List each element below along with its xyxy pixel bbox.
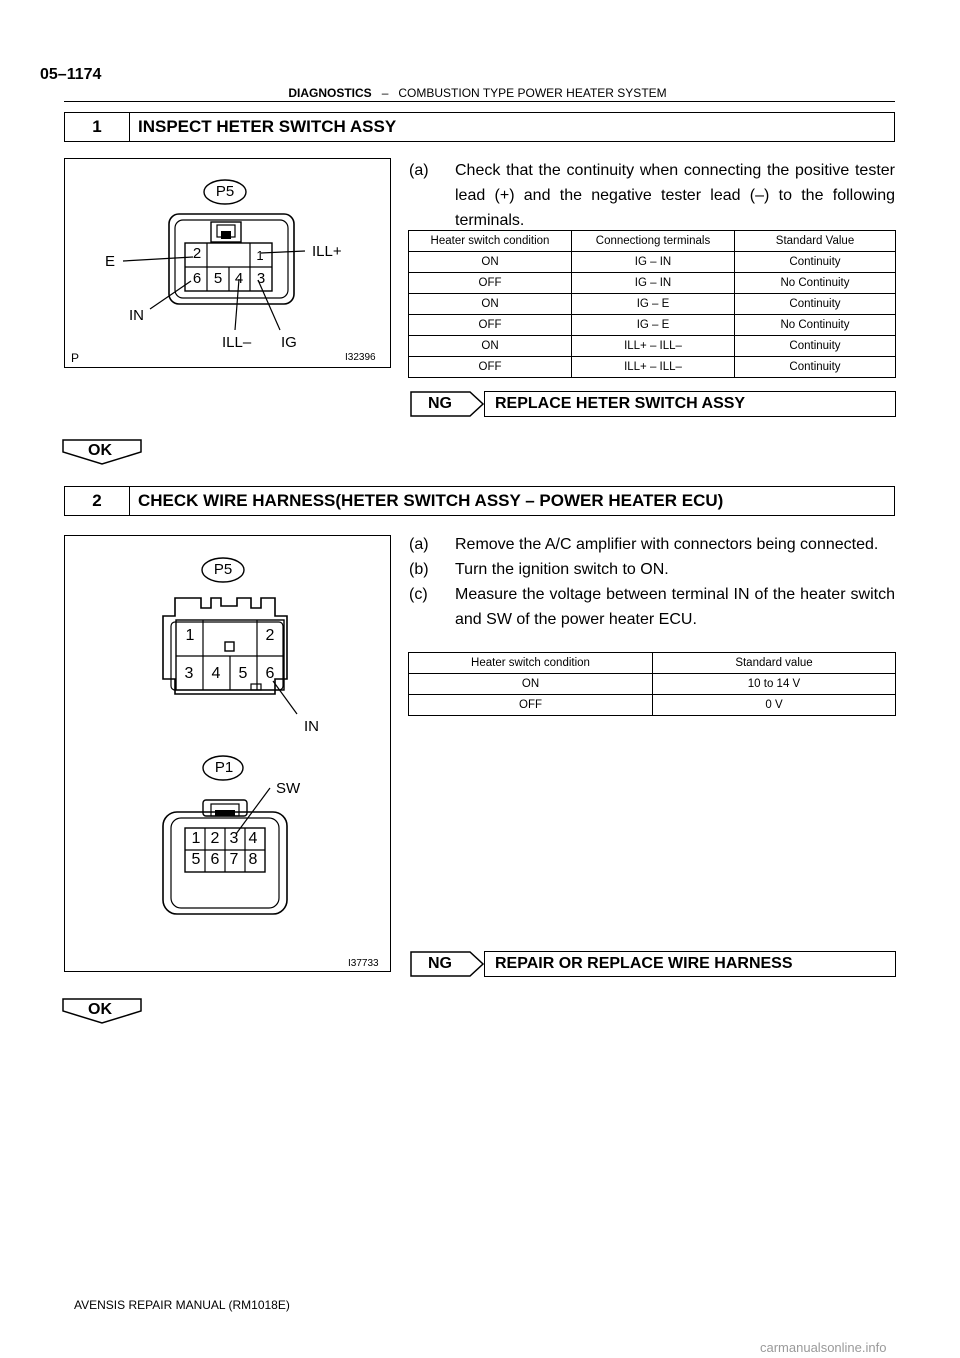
pin-2: 2 bbox=[210, 830, 220, 847]
pin-6: 6 bbox=[192, 270, 202, 287]
instruction-text: Remove the A/C amplifier with connectors being connected. bbox=[455, 536, 879, 553]
ng-label: NG bbox=[428, 955, 452, 972]
table-cell: 0 V bbox=[653, 695, 896, 716]
ng-result-1 bbox=[410, 391, 896, 417]
connector-id-p5: P5 bbox=[213, 561, 233, 578]
pin-8: 8 bbox=[248, 851, 258, 868]
voltage-table bbox=[408, 652, 896, 716]
pin-6: 6 bbox=[210, 851, 220, 868]
instruction-tag: (c) bbox=[409, 586, 428, 603]
table-row bbox=[409, 695, 896, 716]
step-2-instructions bbox=[409, 532, 895, 632]
step-1-instruction bbox=[409, 158, 895, 233]
table-header-row bbox=[409, 231, 896, 252]
connector-id-p1: P1 bbox=[214, 759, 234, 776]
instruction-item bbox=[409, 532, 895, 557]
instruction-tag: (a) bbox=[409, 162, 429, 179]
table-row bbox=[409, 315, 896, 336]
table-cell: IG – E bbox=[572, 315, 735, 336]
pin-5: 5 bbox=[191, 851, 201, 868]
table-cell: ON bbox=[409, 336, 572, 357]
table-cell: OFF bbox=[409, 357, 572, 378]
table-cell: 10 to 14 V bbox=[653, 674, 896, 695]
header-rule bbox=[64, 101, 895, 102]
table-row bbox=[409, 252, 896, 273]
table-cell: ON bbox=[409, 294, 572, 315]
instruction-item bbox=[409, 557, 895, 582]
step-number: 1 bbox=[65, 113, 130, 141]
figure-id: I37733 bbox=[348, 958, 379, 969]
table-header: Heater switch condition bbox=[409, 653, 653, 674]
ng-tag bbox=[410, 391, 484, 417]
table-cell: OFF bbox=[409, 695, 653, 716]
table-cell: ILL+ – ILL– bbox=[572, 336, 735, 357]
ok-result-1 bbox=[62, 439, 142, 463]
step-2-heading bbox=[64, 486, 895, 516]
table-cell: OFF bbox=[409, 315, 572, 336]
pin-4: 4 bbox=[234, 270, 244, 287]
pin-7: 7 bbox=[229, 851, 239, 868]
table-cell: IG – IN bbox=[572, 252, 735, 273]
table-row bbox=[409, 357, 896, 378]
pin-5: 5 bbox=[213, 270, 223, 287]
table-cell: IG – E bbox=[572, 294, 735, 315]
connector-figure-p5 bbox=[64, 158, 391, 368]
instruction-text: Measure the voltage between terminal IN of the heater switch and SW of the power heater ECU. bbox=[455, 586, 895, 628]
watermark: carmanualsonline.info bbox=[760, 1340, 887, 1355]
ng-action: REPAIR OR REPLACE WIRE HARNESS bbox=[484, 951, 896, 977]
terminal-label-ig: IG bbox=[281, 334, 297, 351]
running-header bbox=[60, 86, 895, 100]
table-cell: No Continuity bbox=[735, 273, 896, 294]
pin-3: 3 bbox=[256, 270, 266, 287]
figure-id: I32396 bbox=[345, 352, 376, 363]
section-name: DIAGNOSTICS bbox=[288, 86, 372, 100]
table-row bbox=[409, 273, 896, 294]
terminal-label-in: IN bbox=[304, 718, 319, 735]
header-separator: – bbox=[381, 86, 389, 100]
pin-1: 1 bbox=[256, 248, 264, 263]
pin-2: 2 bbox=[192, 245, 202, 262]
table-header: Heater switch condition bbox=[409, 231, 572, 252]
table-row bbox=[409, 336, 896, 357]
terminal-label-ill-minus: ILL– bbox=[222, 334, 252, 351]
ng-result-2 bbox=[410, 951, 896, 977]
pin-4: 4 bbox=[248, 830, 258, 847]
ok-label: OK bbox=[88, 442, 112, 459]
connector-id-p5: P5 bbox=[215, 183, 235, 200]
pin-2: 2 bbox=[265, 627, 275, 644]
instruction-item bbox=[409, 582, 895, 632]
table-row bbox=[409, 674, 896, 695]
step-title: CHECK WIRE HARNESS(HETER SWITCH ASSY – POWER HEATER ECU) bbox=[138, 491, 724, 510]
pin-3: 3 bbox=[184, 665, 194, 682]
pin-5: 5 bbox=[238, 665, 248, 682]
instruction-text: Check that the continuity when connecting the positive tester lead (+) and the negative tester lead (–) to the following terminals. bbox=[455, 162, 895, 229]
table-cell: Continuity bbox=[735, 252, 896, 273]
terminal-label-ill-plus: ILL+ bbox=[312, 243, 342, 260]
pin-4: 4 bbox=[211, 665, 221, 682]
ng-action: REPLACE HETER SWITCH ASSY bbox=[484, 391, 896, 417]
table-row bbox=[409, 294, 896, 315]
continuity-table bbox=[408, 230, 896, 378]
ng-tag bbox=[410, 951, 484, 977]
ok-result-2 bbox=[62, 998, 142, 1022]
step-1-heading bbox=[64, 112, 895, 142]
ng-label: NG bbox=[428, 395, 452, 412]
terminal-label-e: E bbox=[105, 253, 116, 270]
terminal-label-sw: SW bbox=[276, 780, 301, 797]
table-cell: OFF bbox=[409, 273, 572, 294]
table-header: Standard value bbox=[653, 653, 896, 674]
p5-p1-connector-drawing bbox=[65, 536, 390, 971]
pin-1: 1 bbox=[185, 627, 195, 644]
table-cell: No Continuity bbox=[735, 315, 896, 336]
corner-mark: P bbox=[71, 351, 80, 365]
table-header: Connectiong terminals bbox=[572, 231, 735, 252]
step-number: 2 bbox=[65, 487, 130, 515]
ok-label: OK bbox=[88, 1001, 112, 1018]
manual-footer: AVENSIS REPAIR MANUAL (RM1018E) bbox=[74, 1298, 290, 1312]
table-cell: IG – IN bbox=[572, 273, 735, 294]
table-cell: Continuity bbox=[735, 294, 896, 315]
pin-6: 6 bbox=[265, 665, 275, 682]
instruction-tag: (b) bbox=[409, 561, 429, 578]
table-cell: ON bbox=[409, 252, 572, 273]
table-cell: Continuity bbox=[735, 336, 896, 357]
table-cell: Continuity bbox=[735, 357, 896, 378]
connector-figure-p5-p1 bbox=[64, 535, 391, 972]
instruction-text: Turn the ignition switch to ON. bbox=[455, 561, 669, 578]
pin-1: 1 bbox=[191, 830, 201, 847]
table-cell: ILL+ – ILL– bbox=[572, 357, 735, 378]
section-subtitle: COMBUSTION TYPE POWER HEATER SYSTEM bbox=[398, 86, 667, 100]
page-number: 05–1174 bbox=[40, 66, 102, 83]
terminal-label-in: IN bbox=[129, 307, 144, 324]
instruction-tag: (a) bbox=[409, 536, 429, 553]
table-header: Standard Value bbox=[735, 231, 896, 252]
table-header-row bbox=[409, 653, 896, 674]
pin-3: 3 bbox=[229, 830, 239, 847]
table-cell: ON bbox=[409, 674, 653, 695]
step-title: INSPECT HETER SWITCH ASSY bbox=[138, 117, 397, 136]
